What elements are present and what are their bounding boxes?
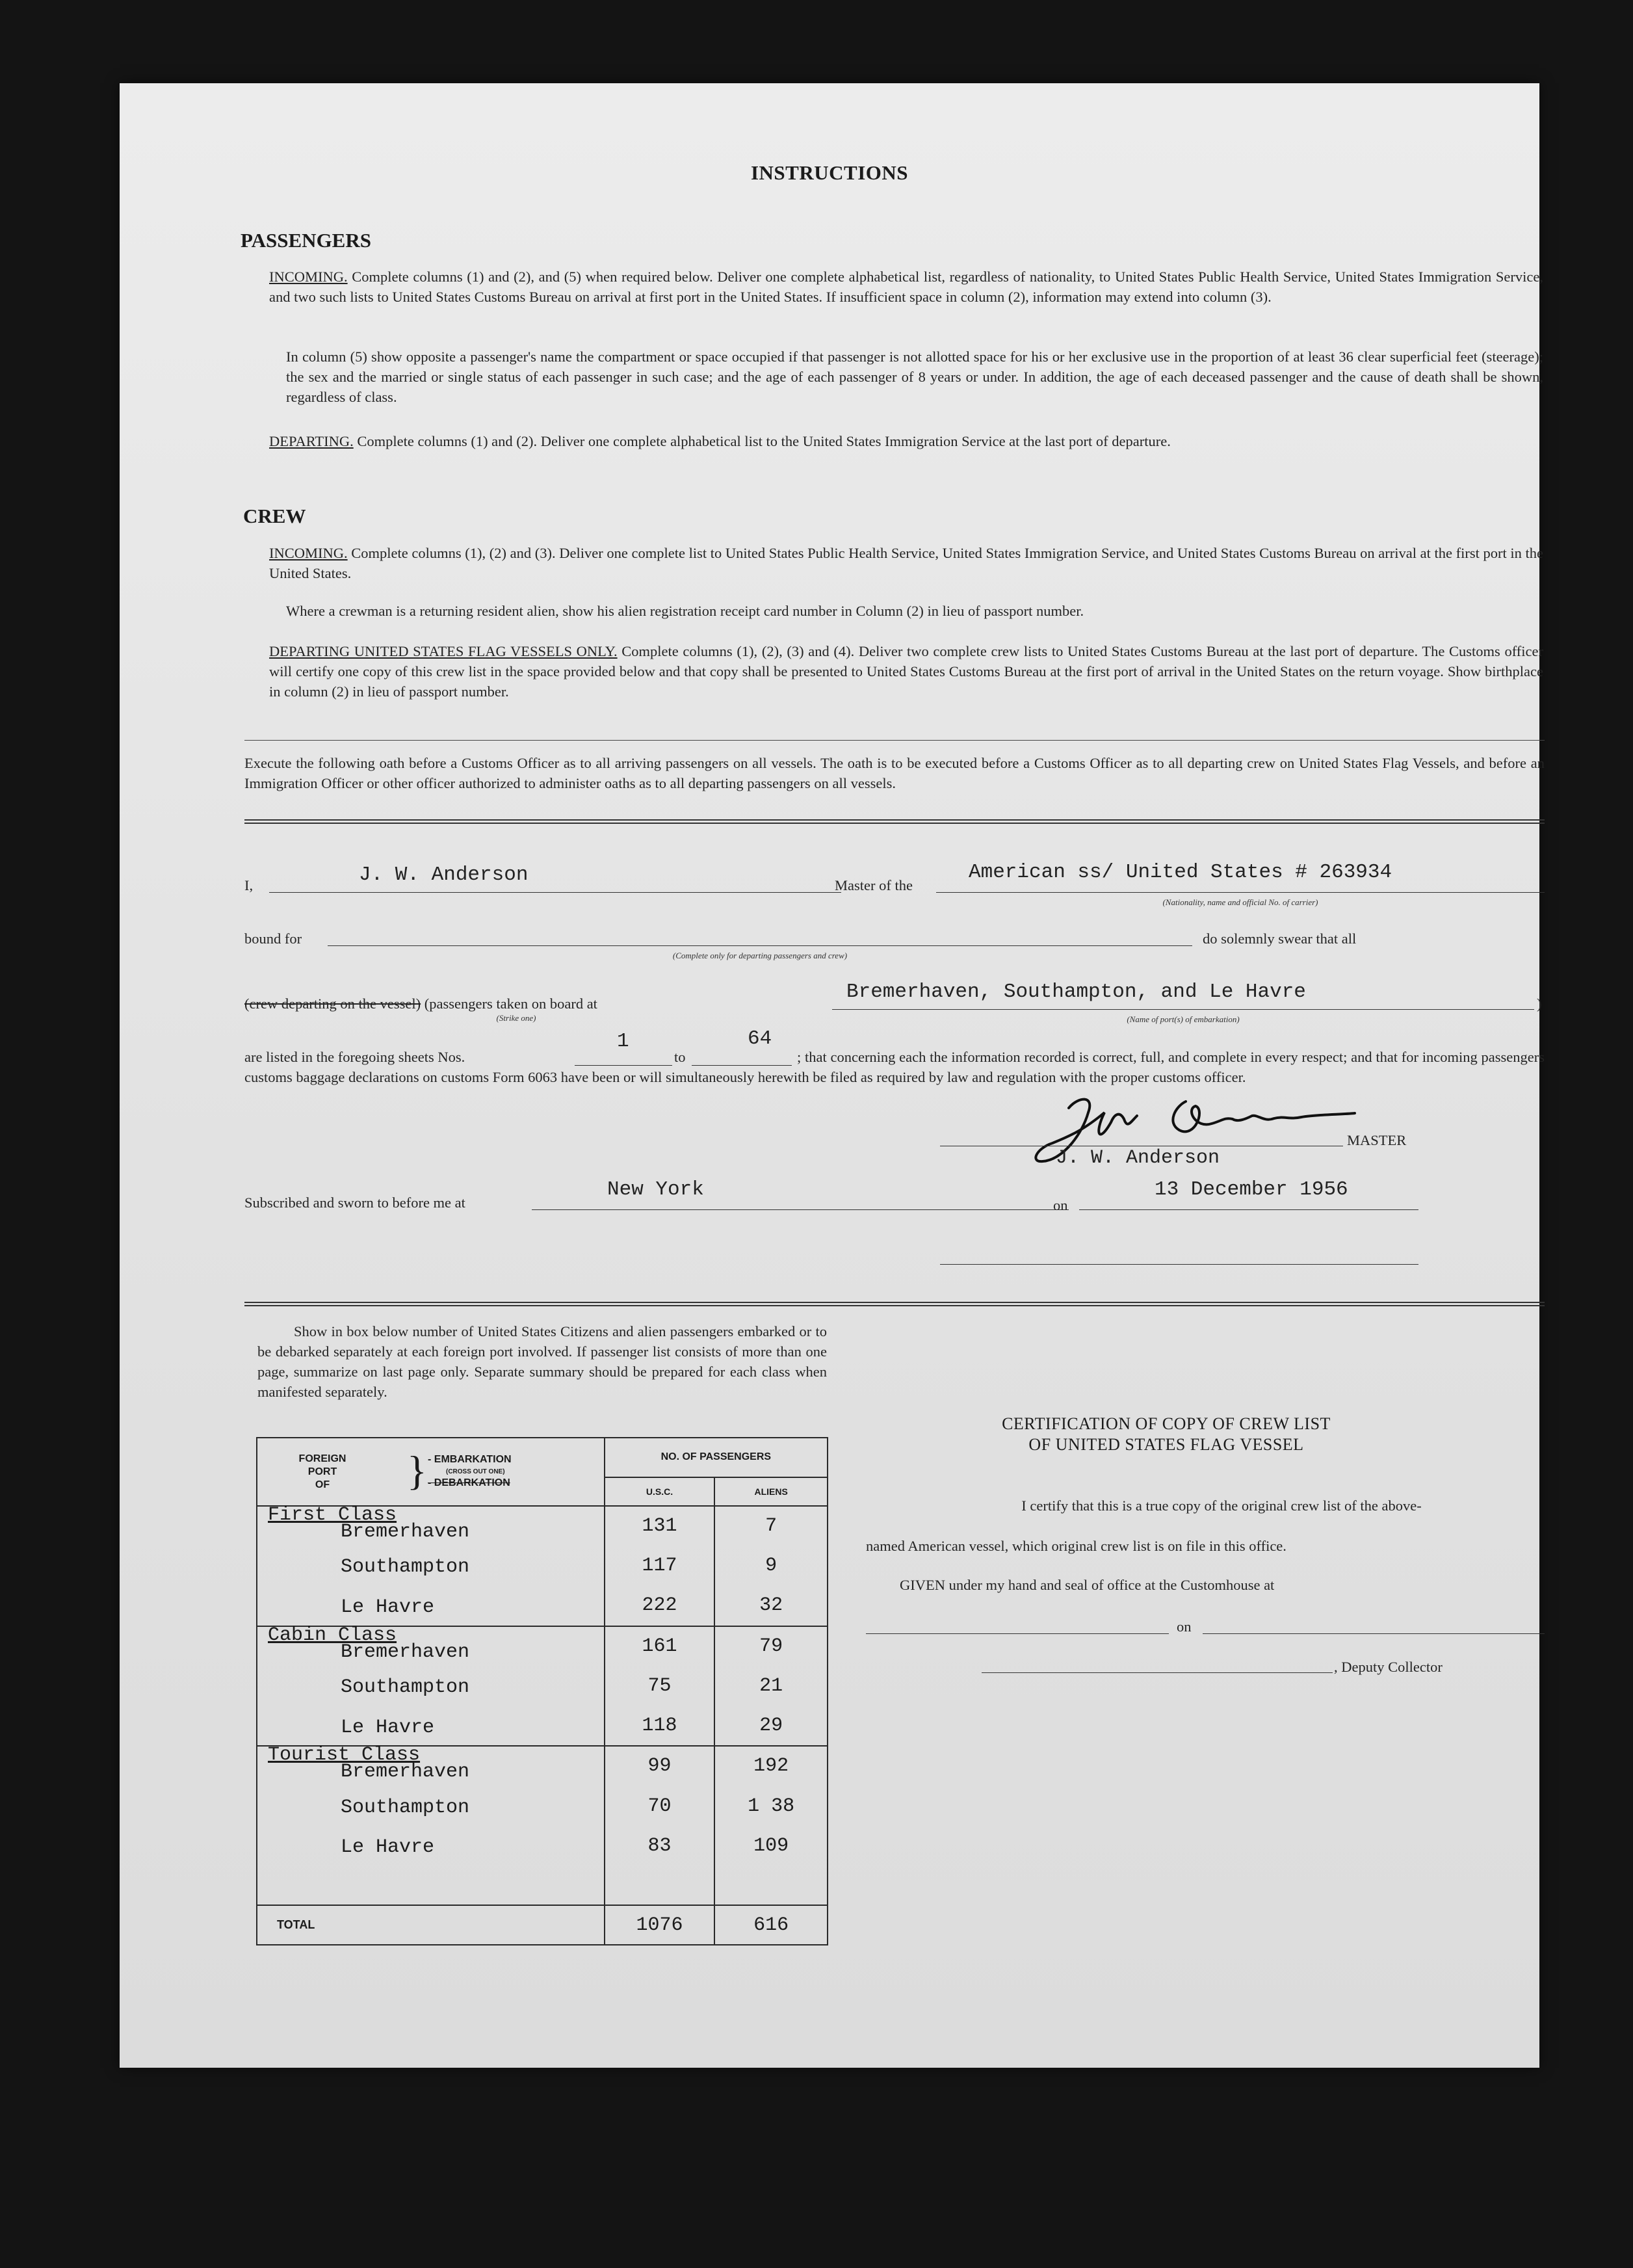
passengers-text: (passengers taken on board at [424,996,597,1012]
master-label: MASTER [1347,1132,1407,1148]
customhouse-line [866,1633,1169,1634]
crew-incoming-label: INCOMING. [269,545,348,561]
passengers-column5-paragraph: In column (5) show opposite a passenger's name the compartment or space occupied if that passenger is not allotted space for his or her exclusive use in the proportion of at least 36 clear superficial feet (steerage); the sex and the married or single status of each passenger in such case; and the age of each passenger of 8 years or under. In addition, the age of each deceased passenger and the cause of death shall be shown, regardless of class. [286,349,1543,405]
table-row [257,1786,828,1826]
blank-cell [257,1866,605,1906]
bound-for-label: bound for [244,930,302,947]
passengers-incoming-paragraph [269,267,1543,307]
aliens-cell: 32 [714,1586,828,1626]
usc-cell: 118 [605,1706,715,1747]
passengers-departing-text: Complete columns (1) and (2). Deliver one complete alphabetical list to the United States Immigration Service at the last port of departure. [357,433,1171,449]
sheets-pre: are listed in the foregoing sheets Nos. [244,1049,465,1065]
sheets-post: ; that concerning each the information recorded is correct, full, and complete in every respect; and that for incoming passengers customs baggage declarations on customs Form 6063 have been or will simultaneously herewith be filed as required by law and regulation with the proper customs officer. [244,1049,1545,1085]
typed-master-name: J. W. Anderson [1056,1147,1220,1169]
certification-line-1: I certify that this is a true copy of the original crew list of the above- [1021,1497,1422,1514]
aliens-cell: 29 [714,1706,828,1747]
swear-text: do solemnly swear that all [1203,930,1357,947]
table-row [257,1586,828,1626]
deputy-collector-label: , Deputy Collector [1334,1659,1443,1675]
sworn-on-label: on [1053,1197,1068,1213]
usc-cell: 75 [605,1666,715,1706]
port-cell [257,1706,605,1747]
certification-line-3: GIVEN under my hand and seal of office at the Customhouse at [900,1577,1275,1593]
total-aliens: 616 [714,1905,828,1945]
table-header-port [257,1438,605,1506]
usc-cell: 83 [605,1826,715,1866]
strike-caption: (Strike one) [496,1013,536,1023]
oath-i-label: I, [244,877,254,893]
usc-cell: 222 [605,1586,715,1626]
port-cell [257,1826,605,1866]
document-page [120,83,1545,2068]
port-name: Le Havre [341,1716,435,1739]
vessel-name: American ss/ United States # 263934 [969,861,1392,884]
table-row [257,1746,828,1786]
officer-signature-line [940,1264,1418,1265]
crew-departing-text: Complete columns (1), (2), (3) and (4). Deliver two complete crew lists to United States Customs Bureau at the last port of departure. The Customs officer will certify one copy of this crew list in the space provided below and that copy shall be presented to United States Customs Bureau at the first port of arrival in the United States on the return voyage. Show birthplace in column (2) in lieu of passport number. [269,643,1543,700]
col-debark: - DEBARKATION [428,1477,510,1488]
col-port: PORT [307,1466,337,1477]
port-name: Bremerhaven [341,1520,470,1543]
total-label: TOTAL [257,1905,605,1945]
class-label: Cabin Class [268,1624,397,1646]
port-name: Le Havre [341,1836,435,1859]
oath-intro: Execute the following oath before a Customs Officer as to all arriving passengers on all vessels. The oath is to be executed before a Customs Officer as to all departing crew on United States Flag Vessels, and before an Immigration Officer or other officer authorized to administer oaths as to all departing passengers on all vessels. [244,755,1545,791]
sworn-date: 13 December 1956 [1155,1178,1348,1201]
port-cell [257,1786,605,1826]
port-name: Southampton [341,1796,470,1819]
passengers-incoming-label: INCOMING. [269,269,348,285]
col-no-passengers: NO. OF PASSENGERS [605,1438,828,1477]
crew-departing-label: DEPARTING UNITED STATES FLAG VESSELS ONLY. [269,643,618,659]
blank-cell [605,1866,715,1906]
port-cell [257,1626,605,1667]
class-label: First Class [268,1503,397,1526]
vessel-line [936,892,1545,893]
divider-double [244,819,1545,824]
port-name: Southampton [341,1556,470,1579]
certification-heading-2: OF UNITED STATES FLAG VESSEL [1028,1435,1304,1454]
divider-double [244,1302,1545,1306]
bound-for-line [328,945,1192,946]
summary-instructions: Show in box below number of United States Citizens and alien passengers embarked or to be debarked separately at each foreign port involved. If passenger list consists of more than one page, summarize on last page only. Separate summary should be prepared for each class when manifested separately. [257,1323,827,1400]
class-label: Tourist Class [268,1744,421,1767]
certification-date-line [1203,1633,1545,1634]
crew-strike-text [244,994,597,1014]
port-cell [257,1746,605,1786]
sworn-place-line [532,1209,1069,1210]
close-paren: ) [1537,996,1542,1012]
sworn-date-line [1079,1209,1418,1210]
sworn-place: New York [607,1178,704,1201]
port-cell [257,1666,605,1706]
port-cell [257,1503,605,1546]
table-row [257,1666,828,1706]
passengers-incoming-text: Complete columns (1) and (2), and (5) when required below. Deliver one complete alphabetical list, regardless of nationality, to United States Public Health Service, United States Immigration Service, and two such lists to United States Customs Bureau on arrival at first port in the United States. If insufficient space in column (2), information may extend into column (3). [269,269,1543,305]
page-title: INSTRUCTIONS [750,161,908,184]
usc-cell: 131 [605,1506,715,1546]
port-name: Le Havre [341,1596,435,1619]
port-name: Bremerhaven [341,1761,470,1784]
crew-heading: CREW [243,505,306,527]
certification-line-2: named American vessel, which original crew list is on file in this office. [866,1538,1287,1554]
table-row [257,1826,828,1866]
crew-incoming-text: Complete columns (1), (2) and (3). Deliver one complete list to United States Public Health Service, United States Immigration Service, and United States Customs Bureau on arrival at the first port in the United States. [269,545,1543,581]
certification-heading-1: CERTIFICATION OF COPY OF CREW LIST [1002,1414,1331,1433]
passenger-summary-table [256,1437,828,1945]
usc-cell: 70 [605,1786,715,1826]
aliens-cell: 109 [714,1826,828,1866]
col-embark: - EMBARKATION [428,1454,512,1465]
master-of-label: Master of the [835,877,913,893]
vessel-caption: (Nationality, name and official No. of carrier) [1162,897,1318,907]
port-header-text [283,1453,361,1492]
blank-cell [714,1866,828,1906]
port-name: Southampton [341,1676,470,1699]
aliens-cell: 1 38 [714,1786,828,1826]
aliens-cell: 21 [714,1666,828,1706]
crew-alien-paragraph: Where a crewman is a returning resident alien, show his alien registration receipt card number in Column (2) in lieu of passport number. [286,603,1084,619]
certification-heading [874,1414,1459,1455]
crew-strike: (crew departing on the vessel) [244,996,421,1012]
col-crossout: (CROSS OUT ONE) [446,1468,505,1475]
table-row [257,1706,828,1747]
sworn-label: Subscribed and sworn to before me at [244,1194,465,1211]
total-usc: 1076 [605,1905,715,1945]
brace-icon: } [407,1447,427,1494]
table-row [257,1546,828,1586]
passengers-departing-label: DEPARTING. [269,433,354,449]
passengers-heading: PASSENGERS [241,229,371,252]
sheet-to: 64 [748,1027,772,1050]
aliens-cell: 192 [714,1746,828,1786]
col-of: OF [315,1479,330,1490]
port-cell [257,1546,605,1586]
table-row [257,1506,828,1546]
col-usc: U.S.C. [605,1477,715,1506]
bound-for-caption: (Complete only for departing passengers and crew) [672,951,848,960]
deputy-signature-line [982,1672,1333,1673]
crew-departing-paragraph [269,641,1543,702]
table-row [257,1626,828,1667]
table-row-blank [257,1866,828,1906]
passengers-departing-paragraph [269,431,1543,451]
certification-on-label: on [1177,1618,1192,1635]
usc-cell: 117 [605,1546,715,1586]
sheet-to-label: to [674,1049,686,1065]
crew-incoming-paragraph [269,543,1543,583]
aliens-cell: 79 [714,1626,828,1667]
divider [244,740,1545,741]
master-name: J. W. Anderson [359,864,529,886]
usc-cell: 161 [605,1626,715,1667]
table-row-total [257,1905,828,1945]
col-aliens: ALIENS [714,1477,828,1506]
ports-value: Bremerhaven, Southampton, and Le Havre [846,981,1306,1003]
usc-cell: 99 [605,1746,715,1786]
port-cell [257,1586,605,1626]
col-foreign: FOREIGN [298,1453,346,1464]
master-name-line [269,892,841,893]
ports-line [832,1009,1534,1010]
aliens-cell: 7 [714,1506,828,1546]
aliens-cell: 9 [714,1546,828,1586]
port-name: Bremerhaven [341,1641,470,1663]
ports-caption: (Name of port(s) of embarkation) [1127,1014,1240,1024]
sheet-from: 1 [617,1030,629,1053]
